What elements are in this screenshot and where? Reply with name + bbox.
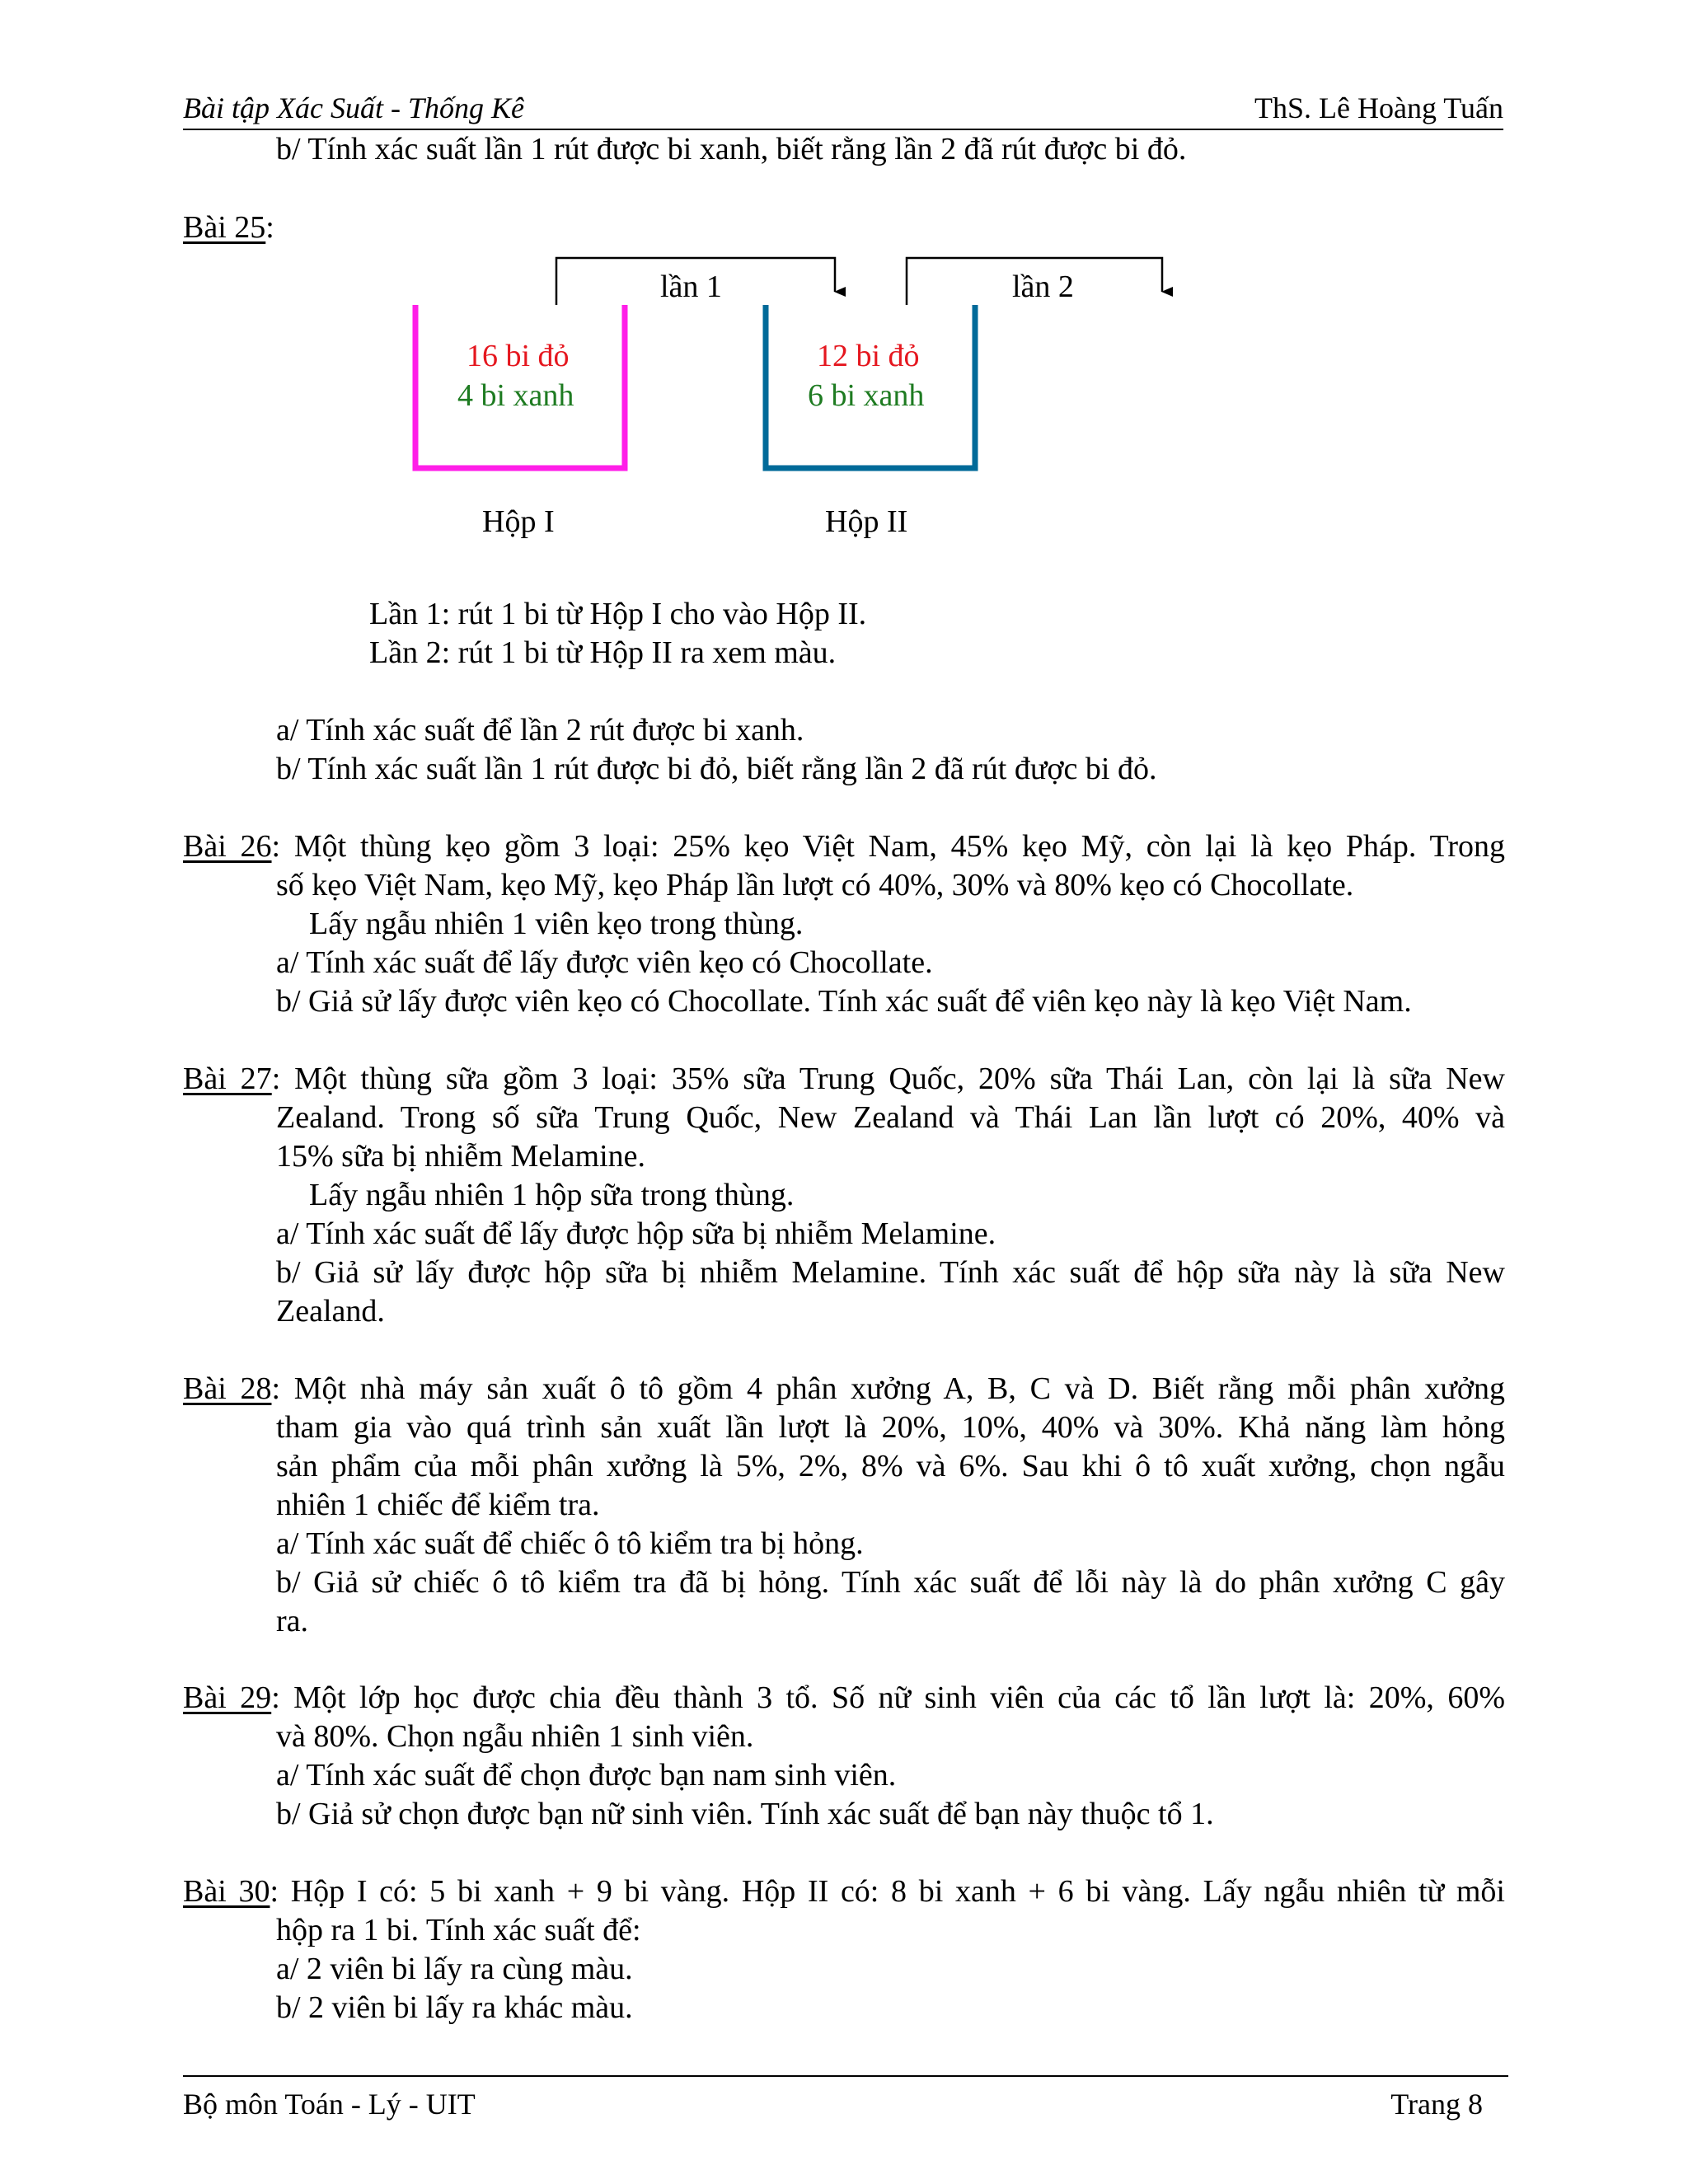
- box-1-green-count: 4 bi xanh: [457, 378, 574, 413]
- page-header-author: ThS. Lê Hoàng Tuấn: [1254, 91, 1503, 124]
- arrow-1-label: lần 1: [660, 269, 722, 304]
- exercise-29-part-b: b/ Giả sử chọn được bạn nữ sinh viên. Tính xác suất để bạn này thuộc tổ 1.: [276, 1797, 1214, 1831]
- exercise-29-line-1-text: : Một lớp học được chia đều thành 3 tổ. Số nữ sinh viên của các tổ lần lượt là: 20%, 60%: [271, 1680, 1505, 1715]
- exercise-29: [183, 1679, 1505, 1834]
- exercise-27: [183, 1060, 1505, 1331]
- exercise-26-part-a: a/ Tính xác suất để lấy được viên kẹo có Chocollate.: [276, 945, 933, 980]
- exercise-26-line-1-text: : Một thùng kẹo gồm 3 loại: 25% kẹo Việt Nam, 45% kẹo Mỹ, còn lại là kẹo Pháp. Trong: [271, 829, 1505, 864]
- exercise-27-line-1-text: : Một thùng sữa gồm 3 loại: 35% sữa Trung Quốc, 20% sữa Thái Lan, còn lại là sữa New: [271, 1062, 1505, 1096]
- exercise-26-line-2: số kẹo Việt Nam, kẹo Mỹ, kẹo Pháp lần lượt có 40%, 30% và 80% kẹo có Chocollate.: [276, 868, 1354, 902]
- exercise-29-label: Bài 29: [183, 1680, 272, 1715]
- exercise-26-line-3: Lấy ngẫu nhiên 1 viên kẹo trong thùng.: [309, 907, 804, 941]
- exercise-30-line-1: [183, 1872, 1505, 1911]
- exercise-30-line-2: hộp ra 1 bi. Tính xác suất để:: [276, 1913, 641, 1947]
- exercise-27-line-3: 15% sữa bị nhiễm Melamine.: [276, 1139, 646, 1174]
- exercise-28: [183, 1370, 1505, 1641]
- exercise-28-part-a: a/ Tính xác suất để chiếc ô tô kiểm tra bị hỏng.: [276, 1526, 864, 1561]
- exercise-26-part-b: b/ Giả sử lấy được viên kẹo có Chocollate. Tính xác suất để viên kẹo này là kẹo Việt Nam.: [276, 984, 1412, 1019]
- exercise-29-line-2: và 80%. Chọn ngẫu nhiên 1 sinh viên.: [276, 1719, 754, 1754]
- exercise-29-part-a: a/ Tính xác suất để chọn được bạn nam sinh viên.: [276, 1758, 897, 1793]
- exercise-28-line-2: tham gia vào quá trình sản xuất lần lượt là 20%, 10%, 40% và 30%. Khả năng làm hỏng: [276, 1410, 1505, 1445]
- exercise-27-line-1: [183, 1060, 1505, 1099]
- box-2-name: Hộp II: [825, 504, 908, 539]
- arrow-2-label: lần 2: [1012, 269, 1074, 304]
- exercise-25-step-1: Lần 1: rút 1 bi từ Hộp I cho vào Hộp II.: [369, 597, 867, 631]
- exercise-29-line-1: [183, 1679, 1505, 1718]
- exercise-27-part-b-1: b/ Giả sử lấy được hộp sữa bị nhiễm Melamine. Tính xác suất để hộp sữa này là sữa New: [276, 1255, 1505, 1290]
- exercise-30-part-a: a/ 2 viên bi lấy ra cùng màu.: [276, 1952, 633, 1986]
- exercise-28-line-4: nhiên 1 chiếc để kiểm tra.: [276, 1488, 600, 1522]
- exercise-26: [183, 827, 1505, 1021]
- exercise-30-line-1-text: : Hộp I có: 5 bi xanh + 9 bi vàng. Hộp II có: 8 bi xanh + 6 bi vàng. Lấy ngẫu nhiên từ mỗi: [270, 1874, 1505, 1909]
- exercise-27-part-a: a/ Tính xác suất để lấy được hộp sữa bị nhiễm Melamine.: [276, 1216, 996, 1251]
- exercise-28-line-1: [183, 1370, 1505, 1408]
- exercise-28-part-b-1: b/ Giả sử chiếc ô tô kiểm tra đã bị hỏng. Tính xác suất để lỗi này là do phân xưởng C gây: [276, 1565, 1505, 1600]
- exercise-28-line-1-text: : Một nhà máy sản xuất ô tô gồm 4 phân xưởng A, B, C và D. Biết rằng mỗi phân xưởng: [271, 1371, 1505, 1406]
- exercise-26-line-1: [183, 827, 1505, 866]
- exercise-28-label: Bài 28: [183, 1371, 272, 1406]
- footer-divider: [183, 2075, 1508, 2077]
- exercise-28-line-3: sản phẩm của mỗi phân xưởng là 5%, 2%, 8% và 6%. Sau khi ô tô xuất xưởng, chọn ngẫu: [276, 1449, 1505, 1483]
- box-1-name: Hộp I: [482, 504, 555, 539]
- exercise-30: [183, 1872, 1505, 2027]
- page-header-title: Bài tập Xác Suất - Thống Kê: [183, 91, 524, 124]
- box-2-green-count: 6 bi xanh: [808, 378, 925, 413]
- exercise-27-line-2: Zealand. Trong số sữa Trung Quốc, New Zealand và Thái Lan lần lượt có 20%, 40% và: [276, 1100, 1505, 1135]
- exercise-27-line-4: Lấy ngẫu nhiên 1 hộp sữa trong thùng.: [309, 1178, 795, 1212]
- footer-department: Bộ môn Toán - Lý - UIT: [183, 2088, 476, 2121]
- footer-page-number: Trang 8: [1390, 2088, 1483, 2121]
- box-1-red-count: 16 bi đỏ: [467, 339, 570, 373]
- exercise-30-label: Bài 30: [183, 1874, 270, 1909]
- exercise-25-label: Bài 25: [183, 210, 266, 245]
- exercise-25-part-b: b/ Tính xác suất lần 1 rút được bi đỏ, biết rằng lần 2 đã rút được bi đỏ.: [276, 752, 1157, 786]
- exercise-26-label: Bài 26: [183, 829, 272, 864]
- box-2-red-count: 12 bi đỏ: [817, 339, 920, 373]
- carry-over-question: b/ Tính xác suất lần 1 rút được bi xanh, biết rằng lần 2 đã rút được bi đỏ.: [276, 132, 1187, 166]
- exercise-25-step-2: Lần 2: rút 1 bi từ Hộp II ra xem màu.: [369, 635, 837, 670]
- exercise-28-part-b-2: ra.: [276, 1604, 309, 1638]
- exercise-30-part-b: b/ 2 viên bi lấy ra khác màu.: [276, 1990, 633, 2025]
- exercise-25-part-a: a/ Tính xác suất để lần 2 rút được bi xanh.: [276, 713, 804, 748]
- exercise-27-label: Bài 27: [183, 1062, 272, 1096]
- exercise-27-part-b-2: Zealand.: [276, 1294, 385, 1329]
- exercise-25-colon: :: [265, 210, 274, 245]
